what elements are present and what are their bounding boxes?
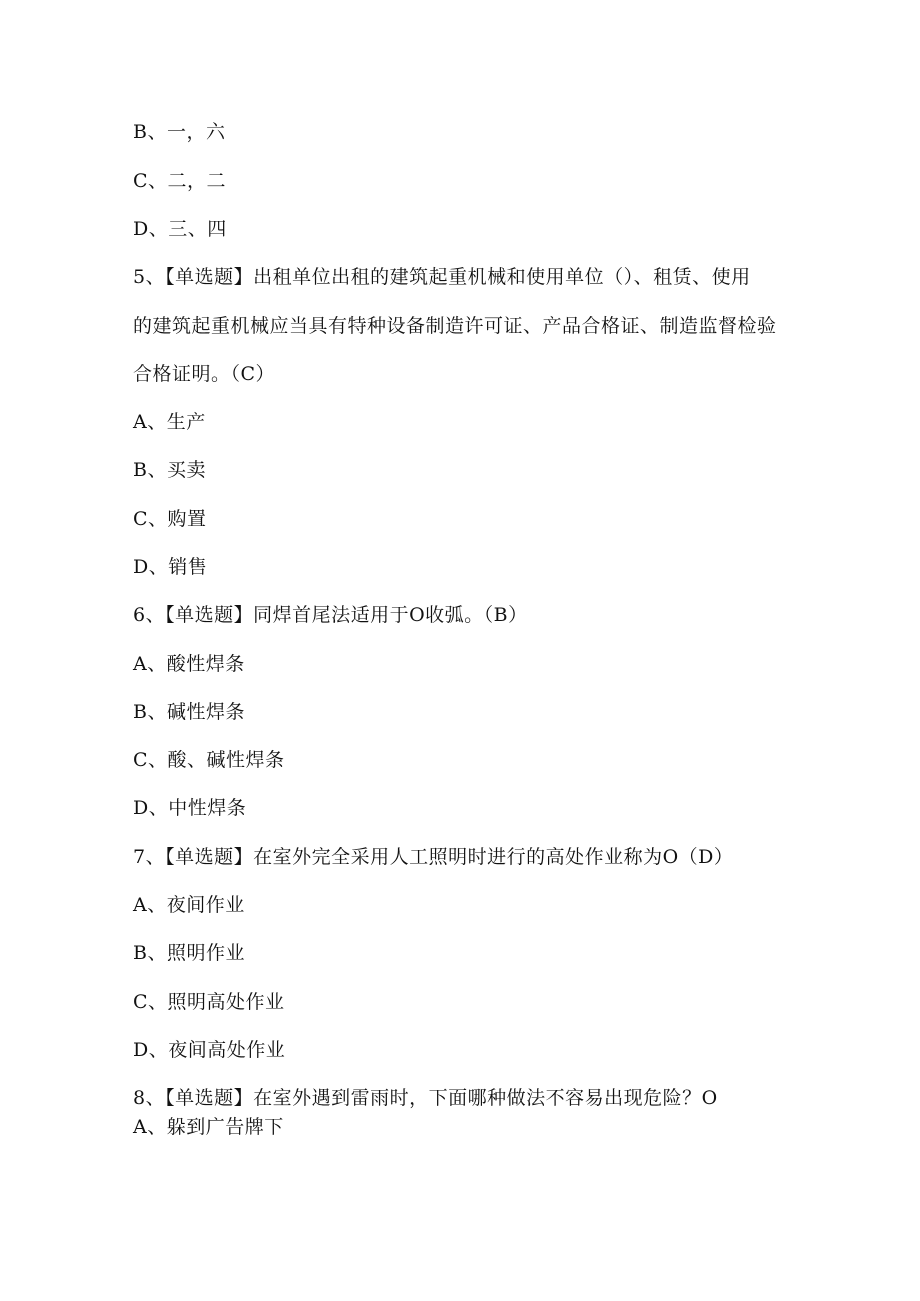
q6-option-c: C、酸、碱性焊条 [133, 749, 285, 771]
q5-option-b: B、买卖 [133, 459, 206, 481]
q6-option-b: B、碱性焊条 [133, 701, 245, 723]
q6-option-d: D、中性焊条 [133, 797, 247, 819]
q5-question-line-1: 5、【单选题】出租单位出租的建筑起重机械和使用单位（）、租赁、使用 [133, 266, 751, 288]
q5-question-line-2: 的建筑起重机械应当具有特种设备制造许可证、产品合格证、制造监督检验 [133, 315, 777, 337]
q7-option-a: A、夜间作业 [133, 894, 245, 916]
q7-question: 7、【单选题】在室外完全采用人工照明时进行的高处作业称为O（D） [133, 846, 734, 868]
q5-option-a: A、生产 [133, 411, 206, 433]
q4-option-d: D、三、四 [133, 218, 227, 240]
q5-option-d: D、销售 [133, 556, 208, 578]
q4-option-b: B、一，六 [133, 121, 226, 143]
q7-option-b: B、照明作业 [133, 942, 245, 964]
q8-option-a: A、躲到广告牌下 [133, 1116, 284, 1138]
q7-option-d: D、夜间高处作业 [133, 1039, 286, 1061]
q4-option-c: C、二，二 [133, 170, 227, 192]
q5-option-c: C、购置 [133, 508, 207, 530]
q6-question: 6、【单选题】同焊首尾法适用于O收弧。（B） [133, 604, 528, 626]
q8-question: 8、【单选题】在室外遇到雷雨时，下面哪种做法不容易出现危险？O [133, 1087, 718, 1109]
q5-question-line-3: 合格证明。（C） [133, 363, 276, 385]
q7-option-c: C、照明高处作业 [133, 991, 285, 1013]
q6-option-a: A、酸性焊条 [133, 653, 245, 675]
